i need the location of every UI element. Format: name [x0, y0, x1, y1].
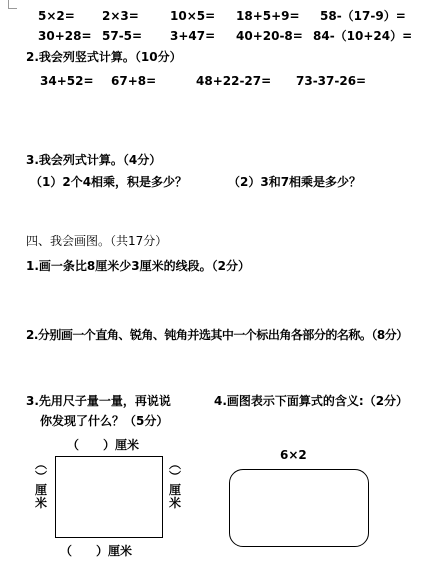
- calc-item: 18+5+9=: [236, 9, 300, 23]
- calc-item: 2×3=: [102, 9, 139, 23]
- section-title: 2.我会列竖式计算。（10分）: [26, 50, 182, 64]
- calc-item: 84-（10+24）=: [313, 29, 413, 43]
- drawing-question: 1.画一条比8厘米少3厘米的线段。（2分）: [26, 259, 250, 273]
- calc-item: 30+28=: [38, 29, 92, 43]
- calc-item: 10×5=: [170, 9, 216, 23]
- page-corner-mark: [8, 0, 17, 9]
- measure-rectangle: [55, 456, 163, 538]
- section-title: 3.我会列式计算。（4分）: [26, 153, 162, 167]
- word-problem: （1）2个4相乘，积是多少？: [30, 175, 188, 189]
- drawing-question: 4.画图表示下面算式的含义:（2分）: [214, 394, 409, 408]
- vertical-calc-item: 48+22-27=: [196, 74, 272, 88]
- vertical-calc-item: 67+8=: [111, 74, 157, 88]
- left-length-blank: ︵ ︶ 厘 米: [34, 457, 47, 510]
- part-title: 四、我会画图。（共17分）: [26, 234, 168, 248]
- calc-item: 5×2=: [38, 9, 75, 23]
- drawing-question: 2.分别画一个直角、锐角、钝角并选其中一个标出角各部分的名称。（8分）: [26, 328, 408, 342]
- calc-item: 58-（17-9）=: [320, 9, 406, 23]
- calc-item: 40+20-8=: [236, 29, 303, 43]
- calc-item: 57-5=: [102, 29, 143, 43]
- drawing-question: 你发现了什么？（5分）: [40, 414, 169, 428]
- bottom-length-blank: （ ）厘米: [60, 544, 133, 558]
- top-length-blank: （ ）厘米: [67, 438, 140, 452]
- drawing-box: [229, 469, 369, 547]
- right-length-blank: ︵ ︶ 厘 米: [168, 457, 181, 510]
- formula-label: 6×2: [280, 448, 307, 462]
- drawing-question: 3.先用尺子量一量，再说说: [26, 394, 171, 408]
- calc-item: 3+47=: [170, 29, 216, 43]
- word-problem: （2）3和7相乘是多少？: [228, 175, 362, 189]
- vertical-calc-item: 34+52=: [40, 74, 94, 88]
- vertical-calc-item: 73-37-26=: [296, 74, 367, 88]
